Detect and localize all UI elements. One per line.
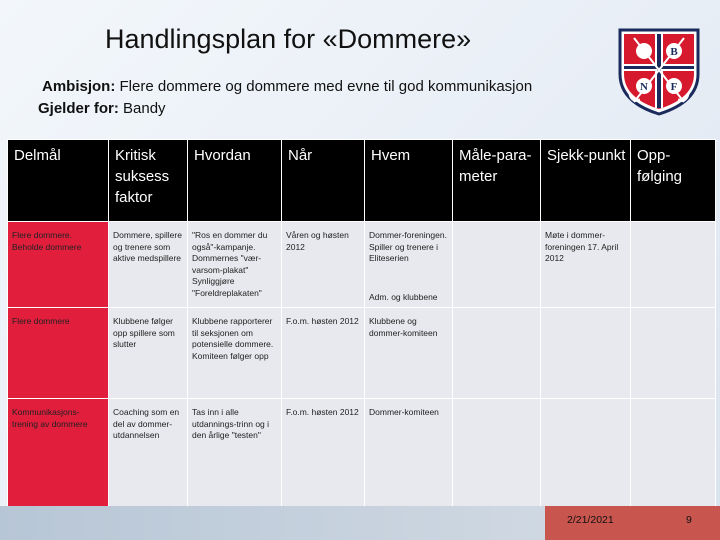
- scope-text: Bandy: [118, 100, 166, 117]
- cell-hvordan: "Ros en dommer du også"-kampanje. Dommernes "vær-varsom-plakat" Synliggjøre "Foreldreplakaten": [188, 222, 282, 308]
- cell-delmal: Flere dommere. Beholde dommere: [8, 222, 109, 308]
- nbf-logo: [614, 24, 704, 116]
- cell-maale: [453, 222, 541, 308]
- header-maale: Måle-para-meter: [453, 140, 541, 222]
- cell-sjekk: [541, 399, 631, 515]
- cell-hvem: Dommer-komiteen: [365, 399, 453, 515]
- slide-title: Handlingsplan for «Dommere»: [105, 24, 472, 54]
- cell-maale: [453, 308, 541, 399]
- header-naar: Når: [282, 140, 365, 222]
- table-row: [8, 222, 716, 308]
- cell-delmal: Flere dommere: [8, 308, 109, 399]
- header-hvem: Hvem: [365, 140, 453, 222]
- logo-letter-n: N: [640, 81, 648, 93]
- table-row: [8, 308, 716, 399]
- header-oppf: Opp-følging: [631, 140, 716, 222]
- cell-naar: F.o.m. høsten 2012: [282, 308, 365, 399]
- cell-oppf: [631, 222, 716, 308]
- page-number: 9: [686, 514, 692, 526]
- cell-oppf: [631, 399, 716, 515]
- logo-letter-f: F: [670, 81, 678, 93]
- table-row: [8, 399, 716, 515]
- cell-sjekk: Møte i dommer-foreningen 17. April 2012: [541, 222, 631, 308]
- cell-hvem: Klubbene og dommer-komiteen: [365, 308, 453, 399]
- cell-sjekk: [541, 308, 631, 399]
- header-hvordan: Hvordan: [188, 140, 282, 222]
- scope-line: [38, 100, 166, 117]
- logo-letter-b: B: [670, 46, 678, 58]
- cell-maale: [453, 399, 541, 515]
- scope-label: Gjelder for:: [38, 100, 119, 117]
- header-kritisk: Kritisk suksess faktor: [109, 140, 188, 222]
- cell-naar: Våren og høsten 2012: [282, 222, 365, 308]
- header-sjekk: Sjekk-punkt: [541, 140, 631, 222]
- cell-hvem-extra: Adm. og klubbene: [369, 291, 438, 302]
- table-header-row: [8, 140, 716, 222]
- cell-hvem: [365, 222, 453, 308]
- footer-date: 2/21/2021: [567, 514, 614, 526]
- cell-oppf: [631, 308, 716, 399]
- cell-hvordan: Tas inn i alle utdannings-trinn og i den årlige "testen": [188, 399, 282, 515]
- cell-naar: F.o.m. høsten 2012: [282, 399, 365, 515]
- footer-bar-left: [0, 506, 545, 540]
- ambition-label: Ambisjon:: [42, 78, 116, 95]
- ambition-line: [42, 78, 532, 95]
- header-delmal: Delmål: [8, 140, 109, 222]
- ambition-text: Flere dommere og dommere med evne til god kommunikasjon: [115, 78, 533, 95]
- cell-kritisk: Dommere, spillere og trenere som aktive medspillere: [109, 222, 188, 308]
- cell-kritisk: Klubbene følger opp spillere som slutter: [109, 308, 188, 399]
- cell-hvordan: Klubbene rapporterer til seksjonen om potensielle dommere. Komiteen følger opp: [188, 308, 282, 399]
- cell-hvem-text: Dommer-foreningen. Spiller og trenere i Eliteserien: [369, 230, 447, 263]
- cell-delmal: Kommunikasjons-trening av dommere: [8, 399, 109, 515]
- action-plan-table: [7, 139, 716, 515]
- cell-kritisk: Coaching som en del av dommer-utdannelsen: [109, 399, 188, 515]
